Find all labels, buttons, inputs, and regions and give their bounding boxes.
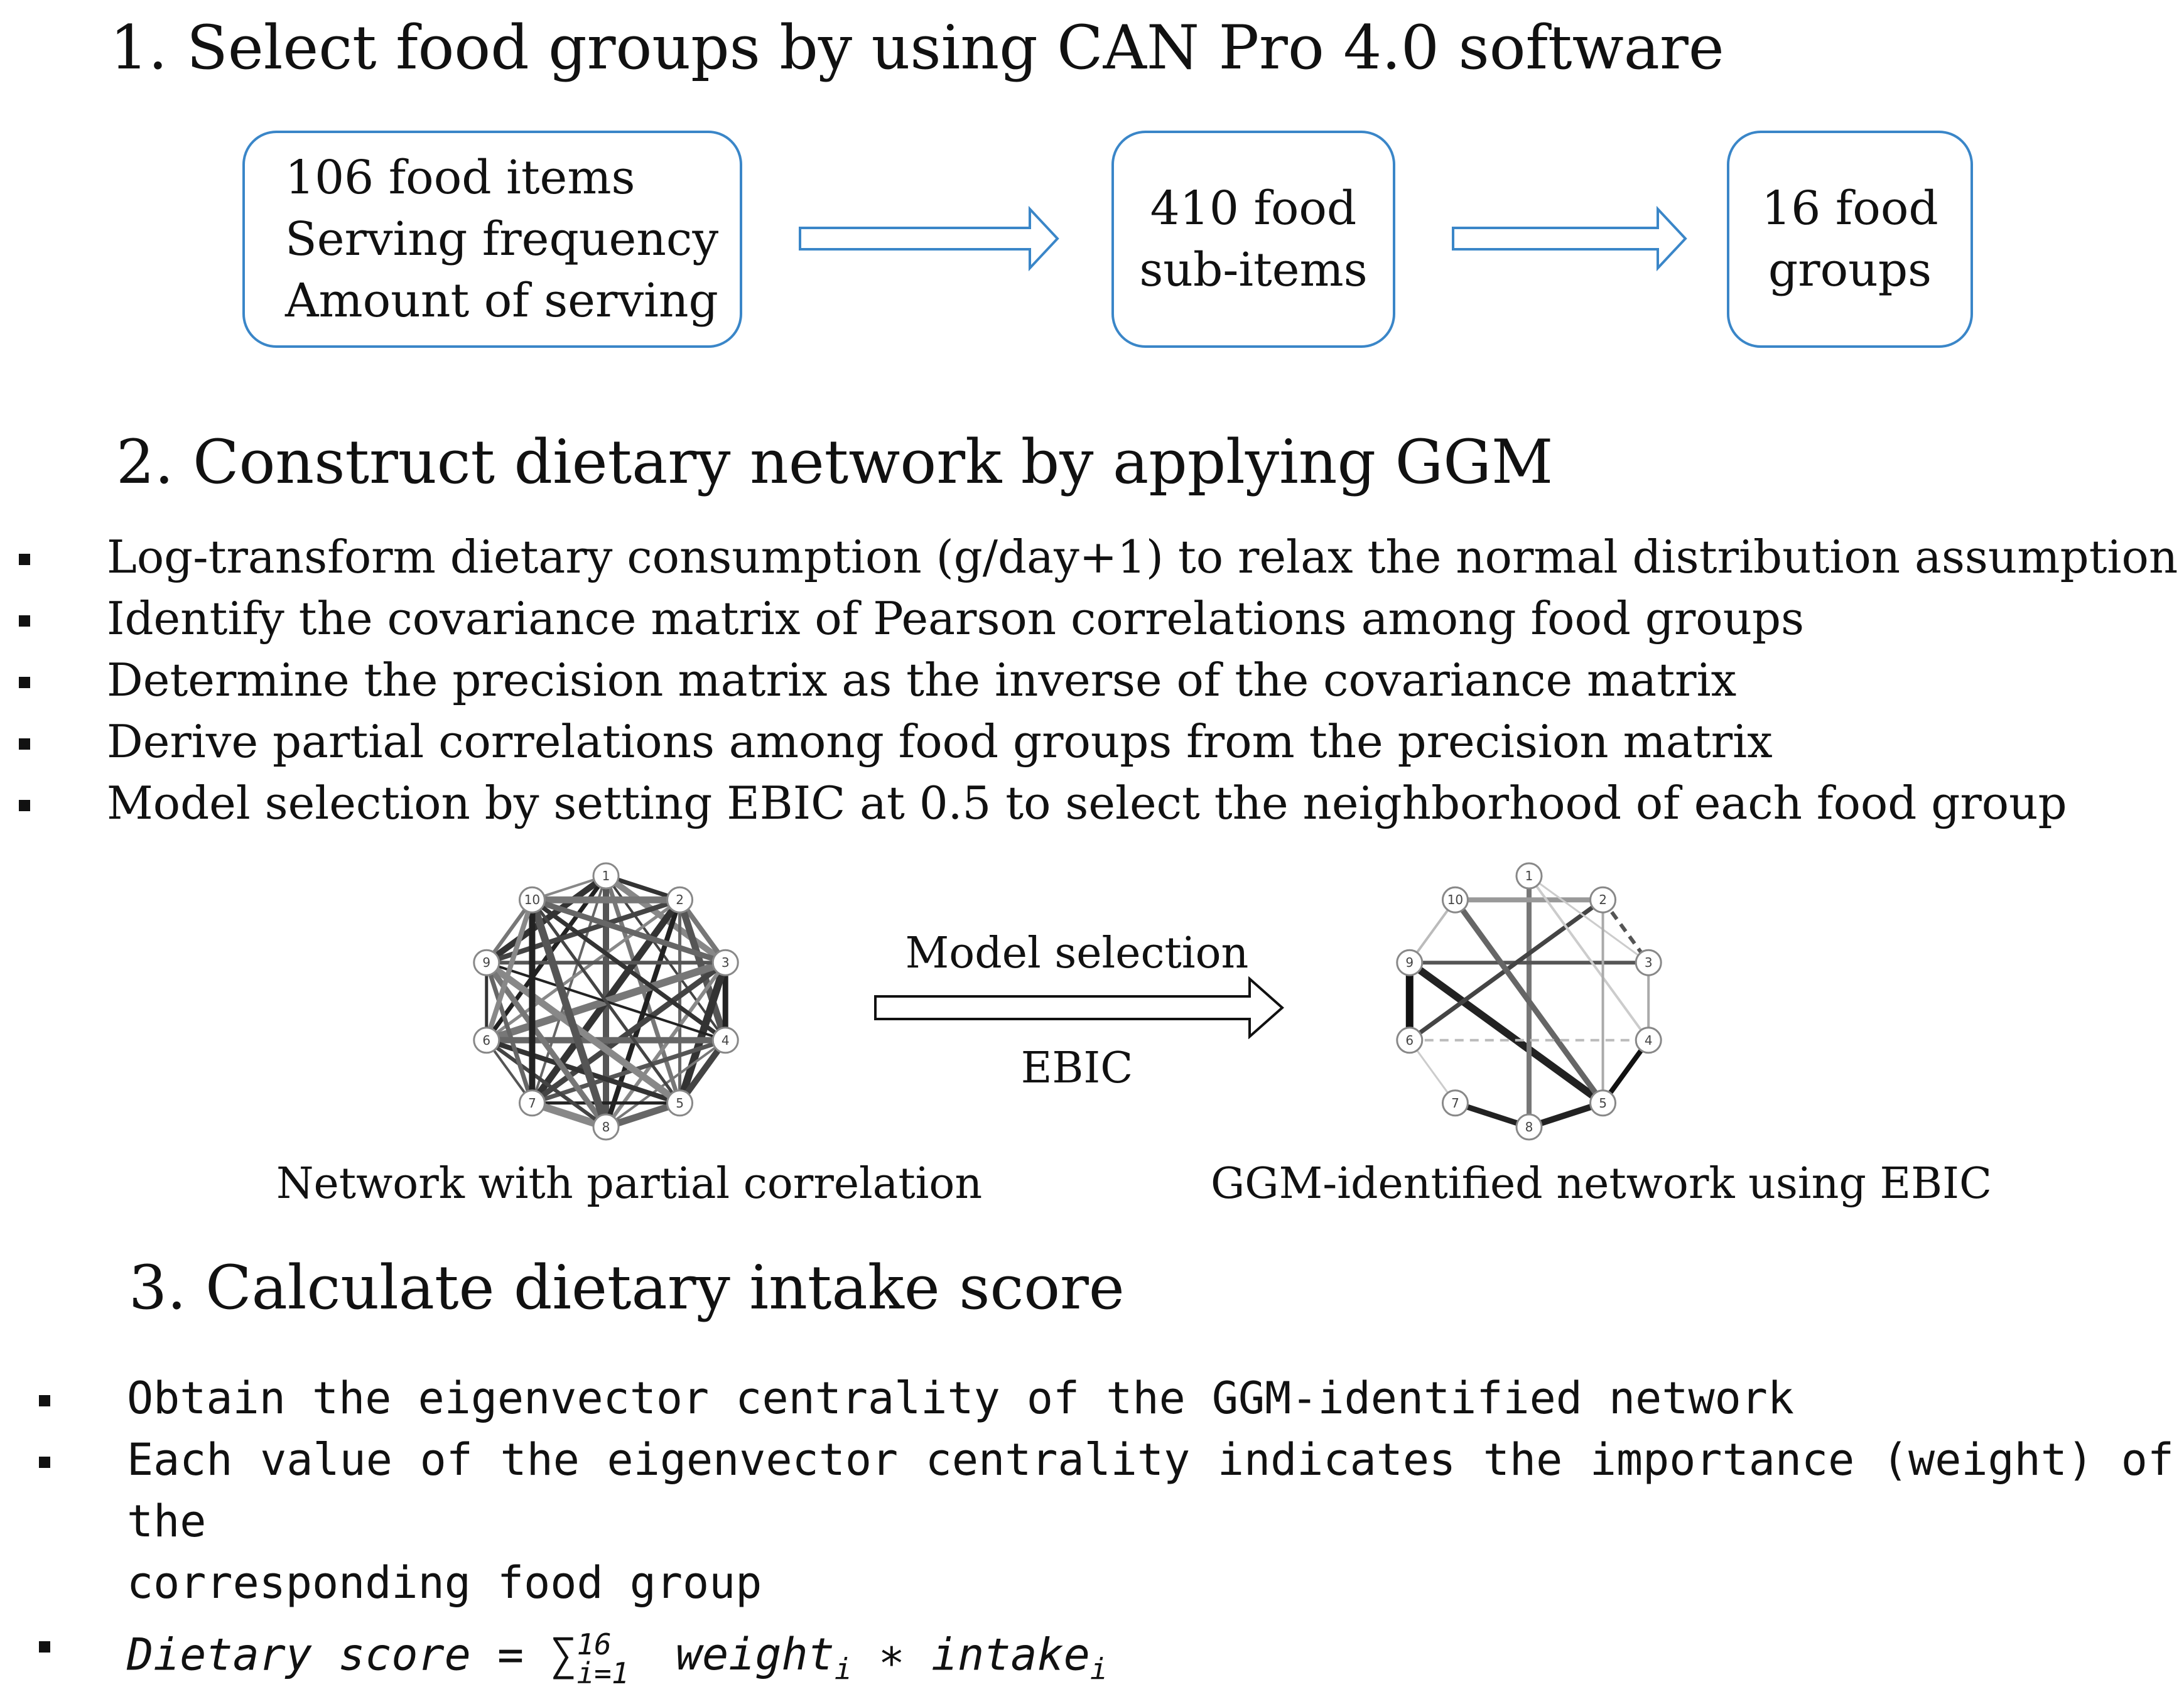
- box2-line: 410 food: [1150, 181, 1357, 235]
- sum-lower-limit: i=1: [576, 1656, 629, 1691]
- partial-network-node-label: 5: [676, 1095, 684, 1111]
- sum-limits: [576, 1614, 629, 1691]
- section1-heading: 1. Select food groups by using CAN Pro 4.0 software: [110, 13, 1724, 83]
- caption-right: GGM-identified network using EBIC: [1210, 1159, 1992, 1209]
- ggm-network-node-label: 5: [1599, 1095, 1607, 1111]
- formula-lhs: Dietary score =: [127, 1629, 551, 1681]
- formula-intake: ∗ intake: [851, 1629, 1090, 1681]
- ggm-network-node-label: 6: [1405, 1032, 1414, 1048]
- list-item: [39, 1429, 2174, 1614]
- score-bullet-list: [39, 1367, 2174, 1700]
- caption-left: Network with partial correlation: [276, 1159, 983, 1209]
- arrow-label-bottom: EBIC: [1020, 1043, 1133, 1093]
- food-sub-items-box: [1111, 131, 1395, 348]
- method-bullet-list: [19, 526, 2178, 834]
- food-items-box: [242, 131, 742, 348]
- bullet2-line1: Each value of the eigenvector centrality indicates the importance (weight) of the: [127, 1434, 2174, 1547]
- box1-line: Amount of serving: [285, 274, 718, 328]
- box3-line: 16 food: [1761, 181, 1938, 235]
- partial-network-node-label: 10: [524, 892, 541, 908]
- ggm-network-edge: [1529, 876, 1648, 963]
- section3-heading: 3. Calculate dietary intake score: [129, 1253, 1125, 1323]
- box1-line: 106 food items: [285, 151, 635, 205]
- partial-network-node-label: 3: [721, 955, 730, 971]
- list-item: Log-transform dietary consumption (g/day+1) to relax the normal distribution assumption: [19, 526, 2178, 588]
- ggm-network-node-label: 3: [1644, 955, 1653, 971]
- partial-correlation-network-graph: [462, 857, 750, 1146]
- right-arrow-icon: [873, 976, 1287, 1039]
- ggm-network-node-label: 4: [1644, 1032, 1653, 1048]
- partial-network-node-label: 2: [676, 892, 684, 908]
- partial-network-node-label: 1: [602, 868, 610, 883]
- list-item: Model selection by setting EBIC at 0.5 to select the neighborhood of each food group: [19, 772, 2178, 834]
- sum-upper-limit: 16: [576, 1627, 612, 1661]
- partial-network-node-label: 9: [482, 955, 491, 971]
- weight-subscript: i: [834, 1652, 852, 1686]
- food-groups-box: [1727, 131, 1973, 348]
- box1-line: Serving frequency: [285, 212, 719, 266]
- box2-line: sub-items: [1139, 243, 1368, 297]
- arrow-label-top: Model selection: [905, 929, 1249, 978]
- ggm-network-node-label: 10: [1447, 892, 1464, 908]
- ggm-network-edge: [1410, 963, 1603, 1103]
- list-item: Derive partial correlations among food groups from the precision matrix: [19, 711, 2178, 772]
- list-item: Obtain the eigenvector centrality of the GGM-identified network: [39, 1367, 2174, 1429]
- partial-network-node-label: 8: [602, 1119, 610, 1135]
- ggm-identified-network-graph: [1385, 857, 1673, 1146]
- ggm-network-node-label: 2: [1599, 892, 1607, 908]
- list-item: Identify the covariance matrix of Pearson correlations among food groups: [19, 588, 2178, 649]
- formula-weight: weight: [649, 1629, 835, 1681]
- intake-subscript: i: [1089, 1652, 1108, 1686]
- sum-symbol: ∑: [550, 1629, 577, 1681]
- partial-network-node-label: 4: [721, 1032, 730, 1048]
- dietary-score-formula: [39, 1614, 2174, 1700]
- right-arrow-icon: [1451, 204, 1689, 273]
- right-arrow-icon: [797, 204, 1061, 273]
- ggm-network-node-label: 8: [1525, 1119, 1533, 1135]
- section2-heading: 2. Construct dietary network by applying GGM: [116, 427, 1554, 497]
- ggm-network-node-label: 9: [1405, 955, 1414, 971]
- box3-line: groups: [1768, 243, 1932, 297]
- bullet2-line2: corresponding food group: [127, 1557, 762, 1609]
- ggm-network-node-label: 1: [1525, 868, 1533, 883]
- list-item: Determine the precision matrix as the inverse of the covariance matrix: [19, 649, 2178, 711]
- ggm-network-node-label: 7: [1451, 1095, 1459, 1111]
- partial-network-node-label: 6: [482, 1032, 491, 1048]
- partial-network-node-label: 7: [528, 1095, 536, 1111]
